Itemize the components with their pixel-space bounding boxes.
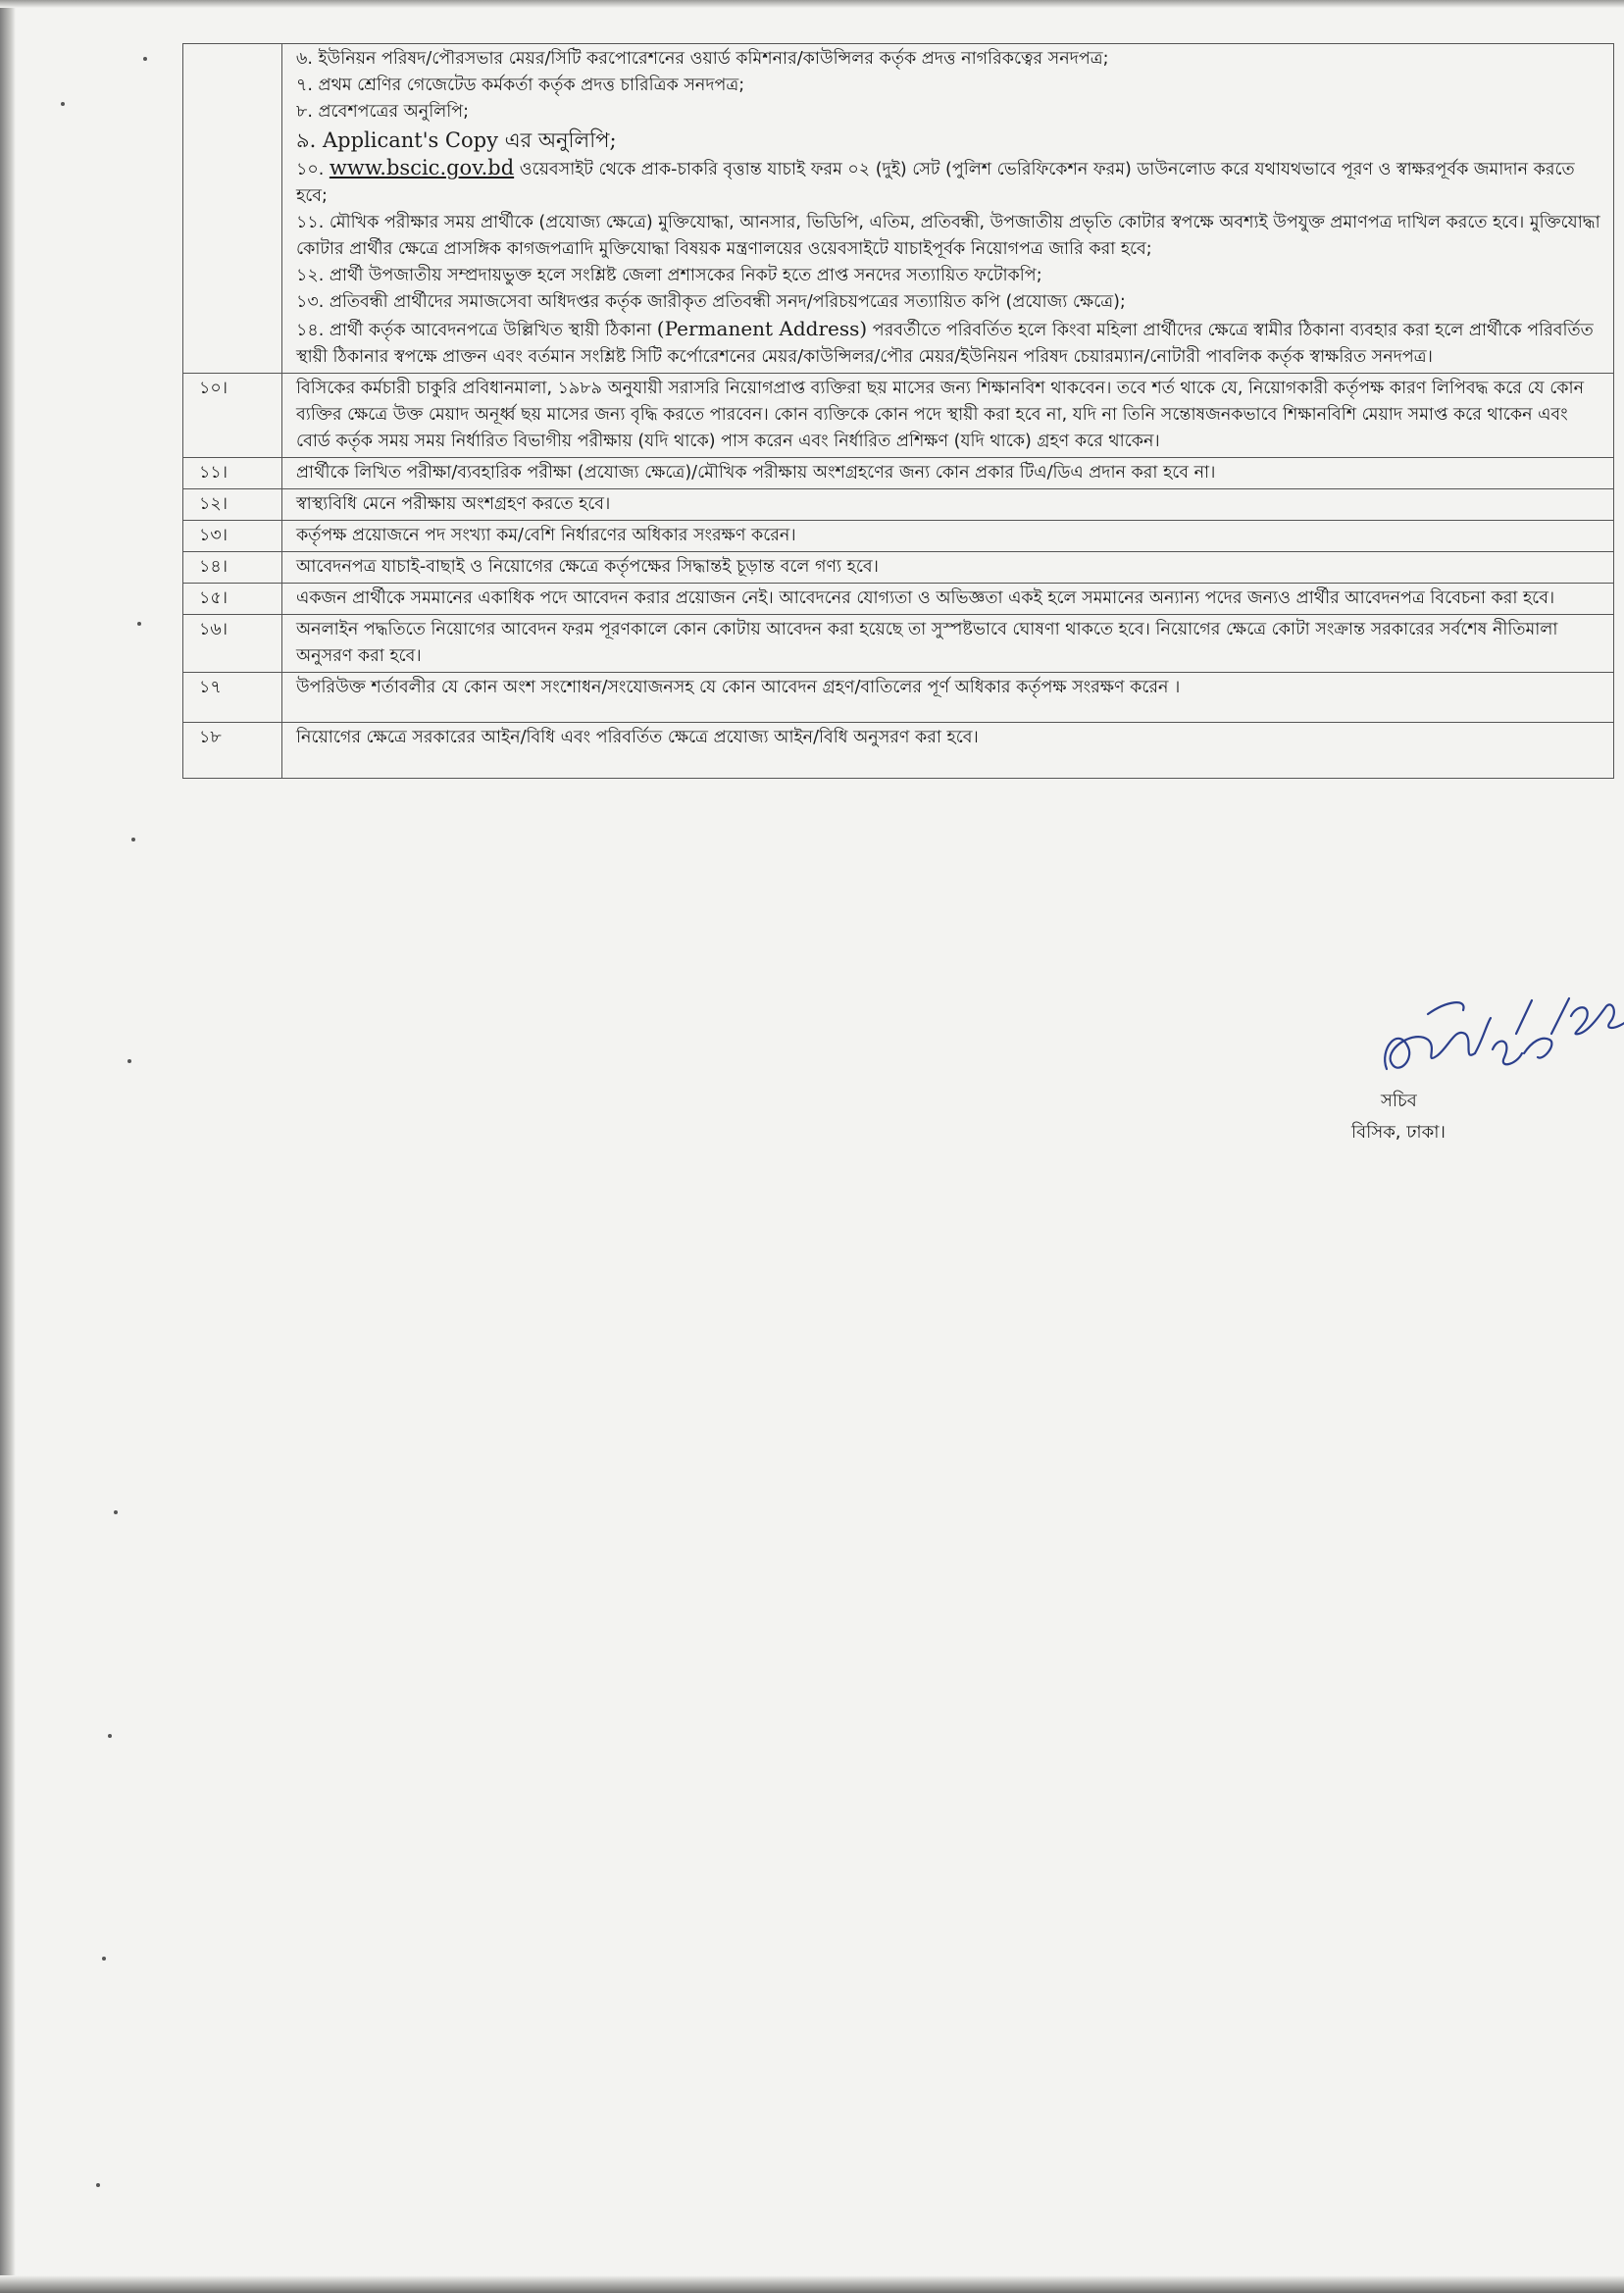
table-row: [183, 489, 1614, 521]
scan-speck: [108, 1734, 112, 1738]
table-row: [183, 615, 1614, 673]
list-item: ৯. Applicant's Copy এর অনুলিপি;: [296, 128, 617, 152]
scan-speck: [114, 1510, 118, 1514]
table-row: [183, 723, 1614, 779]
row-text: বিসিকের কর্মচারী চাকুরি প্রবিধানমালা, ১৯৮৯ অনুযায়ী সরাসরি নিয়োগপ্রাপ্ত ব্যক্তিরা ছয় মাসের জন্য শিক্ষানবিশ থাকবেন। তবে শর্ত থাকে যে, নিয়োগকারী কর্তৃপক্ষ কারণ লিপিবদ্ধ করে যে কোন ব্যক্তির ক্ষেত্রে উক্ত মেয়াদ অনূর্ধ্ব ছয় মাসের জন্য বৃদ্ধি করতে পারবেন। কোন ব্যক্তিকে কোন পদে স্থায়ী করা হবে না, যদি না তিনি সন্তোষজনকভাবে শিক্ষানবিশি মেয়াদ সমাপ্ত করে থাকেন এবং বোর্ড কর্তৃক সময় সময় নির্ধারিত বিভাগীয় পরীক্ষায় (যদি থাকে) পাস করেন এবং নির্ধারিত প্রশিক্ষণ (যদি থাকে) গ্রহণ করে থাকেন।: [282, 374, 1614, 458]
table-row: [183, 552, 1614, 584]
table-row: [183, 374, 1614, 458]
english-term: (Permanent Address): [656, 317, 868, 340]
list-item: ৬. ইউনিয়ন পরিষদ/পৌরসভার মেয়র/সিটি করপোরেশনের ওয়ার্ড কমিশনার/কাউন্সিলর কর্তৃক প্রদত্ত নাগরিকত্বের সনদপত্র;: [296, 49, 1109, 69]
list-item: ৭. প্রথম শ্রেণির গেজেটেড কর্মকর্তা কর্তৃক প্রদত্ত চারিত্রিক সনদপত্র;: [296, 76, 745, 95]
row-number: ১০।: [183, 374, 282, 458]
scan-speck: [131, 838, 135, 841]
item-prefix: ১৪. প্রার্থী কর্তৃক আবেদনপত্রে উল্লিখিত স্থায়ী ঠিকানা: [296, 321, 657, 340]
scan-top-edge: [0, 0, 1624, 8]
row-number: ১৭: [183, 673, 282, 723]
table-row: [183, 44, 1614, 374]
row-number: ১৪।: [183, 552, 282, 584]
required-documents-cell: [282, 44, 1614, 374]
scan-speck: [61, 102, 65, 106]
table-row: [183, 458, 1614, 489]
signatory-title: সচিব: [1381, 1091, 1417, 1111]
row-text: প্রার্থীকে লিখিত পরীক্ষা/ব্যবহারিক পরীক্ষা (প্রযোজ্য ক্ষেত্রে)/মৌখিক পরীক্ষায় অংশগ্রহণের জন্য কোন প্রকার টিএ/ডিএ প্রদান করা হবে না।: [282, 458, 1614, 489]
item-text: পরবর্তীতে পরিবর্তিত হলে কিংবা মহিলা প্রার্থীদের ক্ষেত্রে স্বামীর ঠিকানা ব্যবহার করা হলে প্রার্থীকে পরিবর্তিত স্থায়ী ঠিকানার স্বপক্ষে প্রাক্তন এবং বর্তমান সংশ্লিষ্ট সিটি কর্পোরেশনের মেয়র/কাউন্সিলর/পৌর মেয়র/ইউনিয়ন পরিষদ চেয়ারম্যান/নোটারী পাবলিক কর্তৃক স্বাক্ষরিত সনদপত্র।: [296, 321, 1594, 367]
handwritten-signature: [1369, 971, 1624, 1089]
list-item-permanent-address: [296, 316, 1603, 371]
item-prefix: ১০.: [296, 160, 330, 179]
list-item: ৮. প্রবেশপত্রের অনুলিপি;: [296, 102, 470, 122]
signatory-organization: বিসিক, ঢাকা।: [1351, 1122, 1446, 1143]
row-text: আবেদনপত্র যাচাই-বাছাই ও নিয়োগের ক্ষেত্রে কর্তৃপক্ষের সিদ্ধান্তই চূড়ান্ত বলে গণ্য হবে।: [282, 552, 1614, 584]
item-text: ওয়েবসাইট থেকে প্রাক-চাকরি বৃত্তান্ত যাচাই ফরম ০২ (দুই) সেট (পুলিশ ভেরিফিকেশন ফরম) ডাউনলোড করে যথাযথভাবে পূরণ ও স্বাক্ষরপূর্বক জমাদান করতে হবে;: [296, 160, 1575, 206]
list-item: ১১. মৌখিক পরীক্ষার সময় প্রার্থীকে (প্রযোজ্য ক্ষেত্রে) মুক্তিযোদ্ধা, আনসার, ভিডিপি, এতিম, প্রতিবন্ধী, উপজাতীয় প্রভৃতি কোটার স্বপক্ষে অবশ্যই উপযুক্ত প্রমাণপত্র দাখিল করতে হবে। মুক্তিযোদ্ধা কোটার প্রার্থীর ক্ষেত্রে প্রাসঙ্গিক কাগজপত্রাদি মুক্তিযোদ্ধা বিষয়ক মন্ত্রণালয়ের ওয়েবসাইটে যাচাইপূর্বক নিয়োগপত্র জারি করা হবে;: [296, 213, 1600, 259]
table-row: [183, 584, 1614, 615]
row-text: স্বাস্থ্যবিধি মেনে পরীক্ষায় অংশগ্রহণ করতে হবে।: [282, 489, 1614, 521]
list-item: ১২. প্রার্থী উপজাতীয় সম্প্রদায়ভুক্ত হলে সংশ্লিষ্ট জেলা প্রশাসকের নিকট হতে প্রাপ্ত সনদের সত্যায়িত ফটোকপি;: [296, 266, 1042, 285]
row-text: একজন প্রার্থীকে সমমানের একাধিক পদে আবেদন করার প্রয়োজন নেই। আবেদনের যোগ্যতা ও অভিজ্ঞতা একই হলে সমমানের অন্যান্য পদের জন্যও প্রার্থীর আবেদনপত্র বিবেচনা করা হবে।: [282, 584, 1614, 615]
row-number: ১৬।: [183, 615, 282, 673]
scan-bottom-edge: [0, 2275, 1624, 2293]
row-number: ১৮: [183, 723, 282, 779]
row-text: অনলাইন পদ্ধতিতে নিয়োগের আবেদন ফরম পূরণকালে কোন কোটায় আবেদন করা হয়েছে তা সুস্পষ্টভাবে ঘোষণা থাকতে হবে। নিয়োগের ক্ষেত্রে কোটা সংক্রান্ত সরকারের সর্বশেষ নীতিমালা অনুসরণ করা হবে।: [282, 615, 1614, 673]
scan-speck: [102, 1957, 106, 1961]
table-row: [183, 673, 1614, 723]
conditions-table: [182, 43, 1614, 779]
row-number: ১৫।: [183, 584, 282, 615]
bscic-website-link[interactable]: www.bscic.gov.bd: [329, 156, 515, 179]
list-item-website: [296, 155, 1603, 210]
row-number: ১২।: [183, 489, 282, 521]
scan-left-edge: [0, 0, 16, 2293]
row-text: নিয়োগের ক্ষেত্রে সরকারের আইন/বিধি এবং পরিবর্তিত ক্ষেত্রে প্রযোজ্য আইন/বিধি অনুসরণ করা হবে।: [282, 723, 1614, 779]
table-row: [183, 521, 1614, 552]
row-number: ১১।: [183, 458, 282, 489]
scan-speck: [96, 2183, 100, 2187]
scan-speck: [137, 622, 141, 626]
row-number: ১৩।: [183, 521, 282, 552]
scan-speck: [143, 57, 147, 61]
scan-speck: [127, 1059, 131, 1063]
row-text: উপরিউক্ত শর্তাবলীর যে কোন অংশ সংশোধন/সংযোজনসহ যে কোন আবেদন গ্রহণ/বাতিলের পূর্ণ অধিকার কর্তৃপক্ষ সংরক্ষণ করেন ।: [282, 673, 1614, 723]
list-item: ১৩. প্রতিবন্ধী প্রার্থীদের সমাজসেবা অধিদপ্তর কর্তৃক জারীকৃত প্রতিবন্ধী সনদ/পরিচয়পত্রের সত্যায়িত কপি (প্রযোজ্য ক্ষেত্রে);: [296, 292, 1126, 312]
row-number-cell: [183, 44, 282, 374]
row-text: কর্তৃপক্ষ প্রয়োজনে পদ সংখ্যা কম/বেশি নির্ধারণের অধিকার সংরক্ষণ করেন।: [282, 521, 1614, 552]
